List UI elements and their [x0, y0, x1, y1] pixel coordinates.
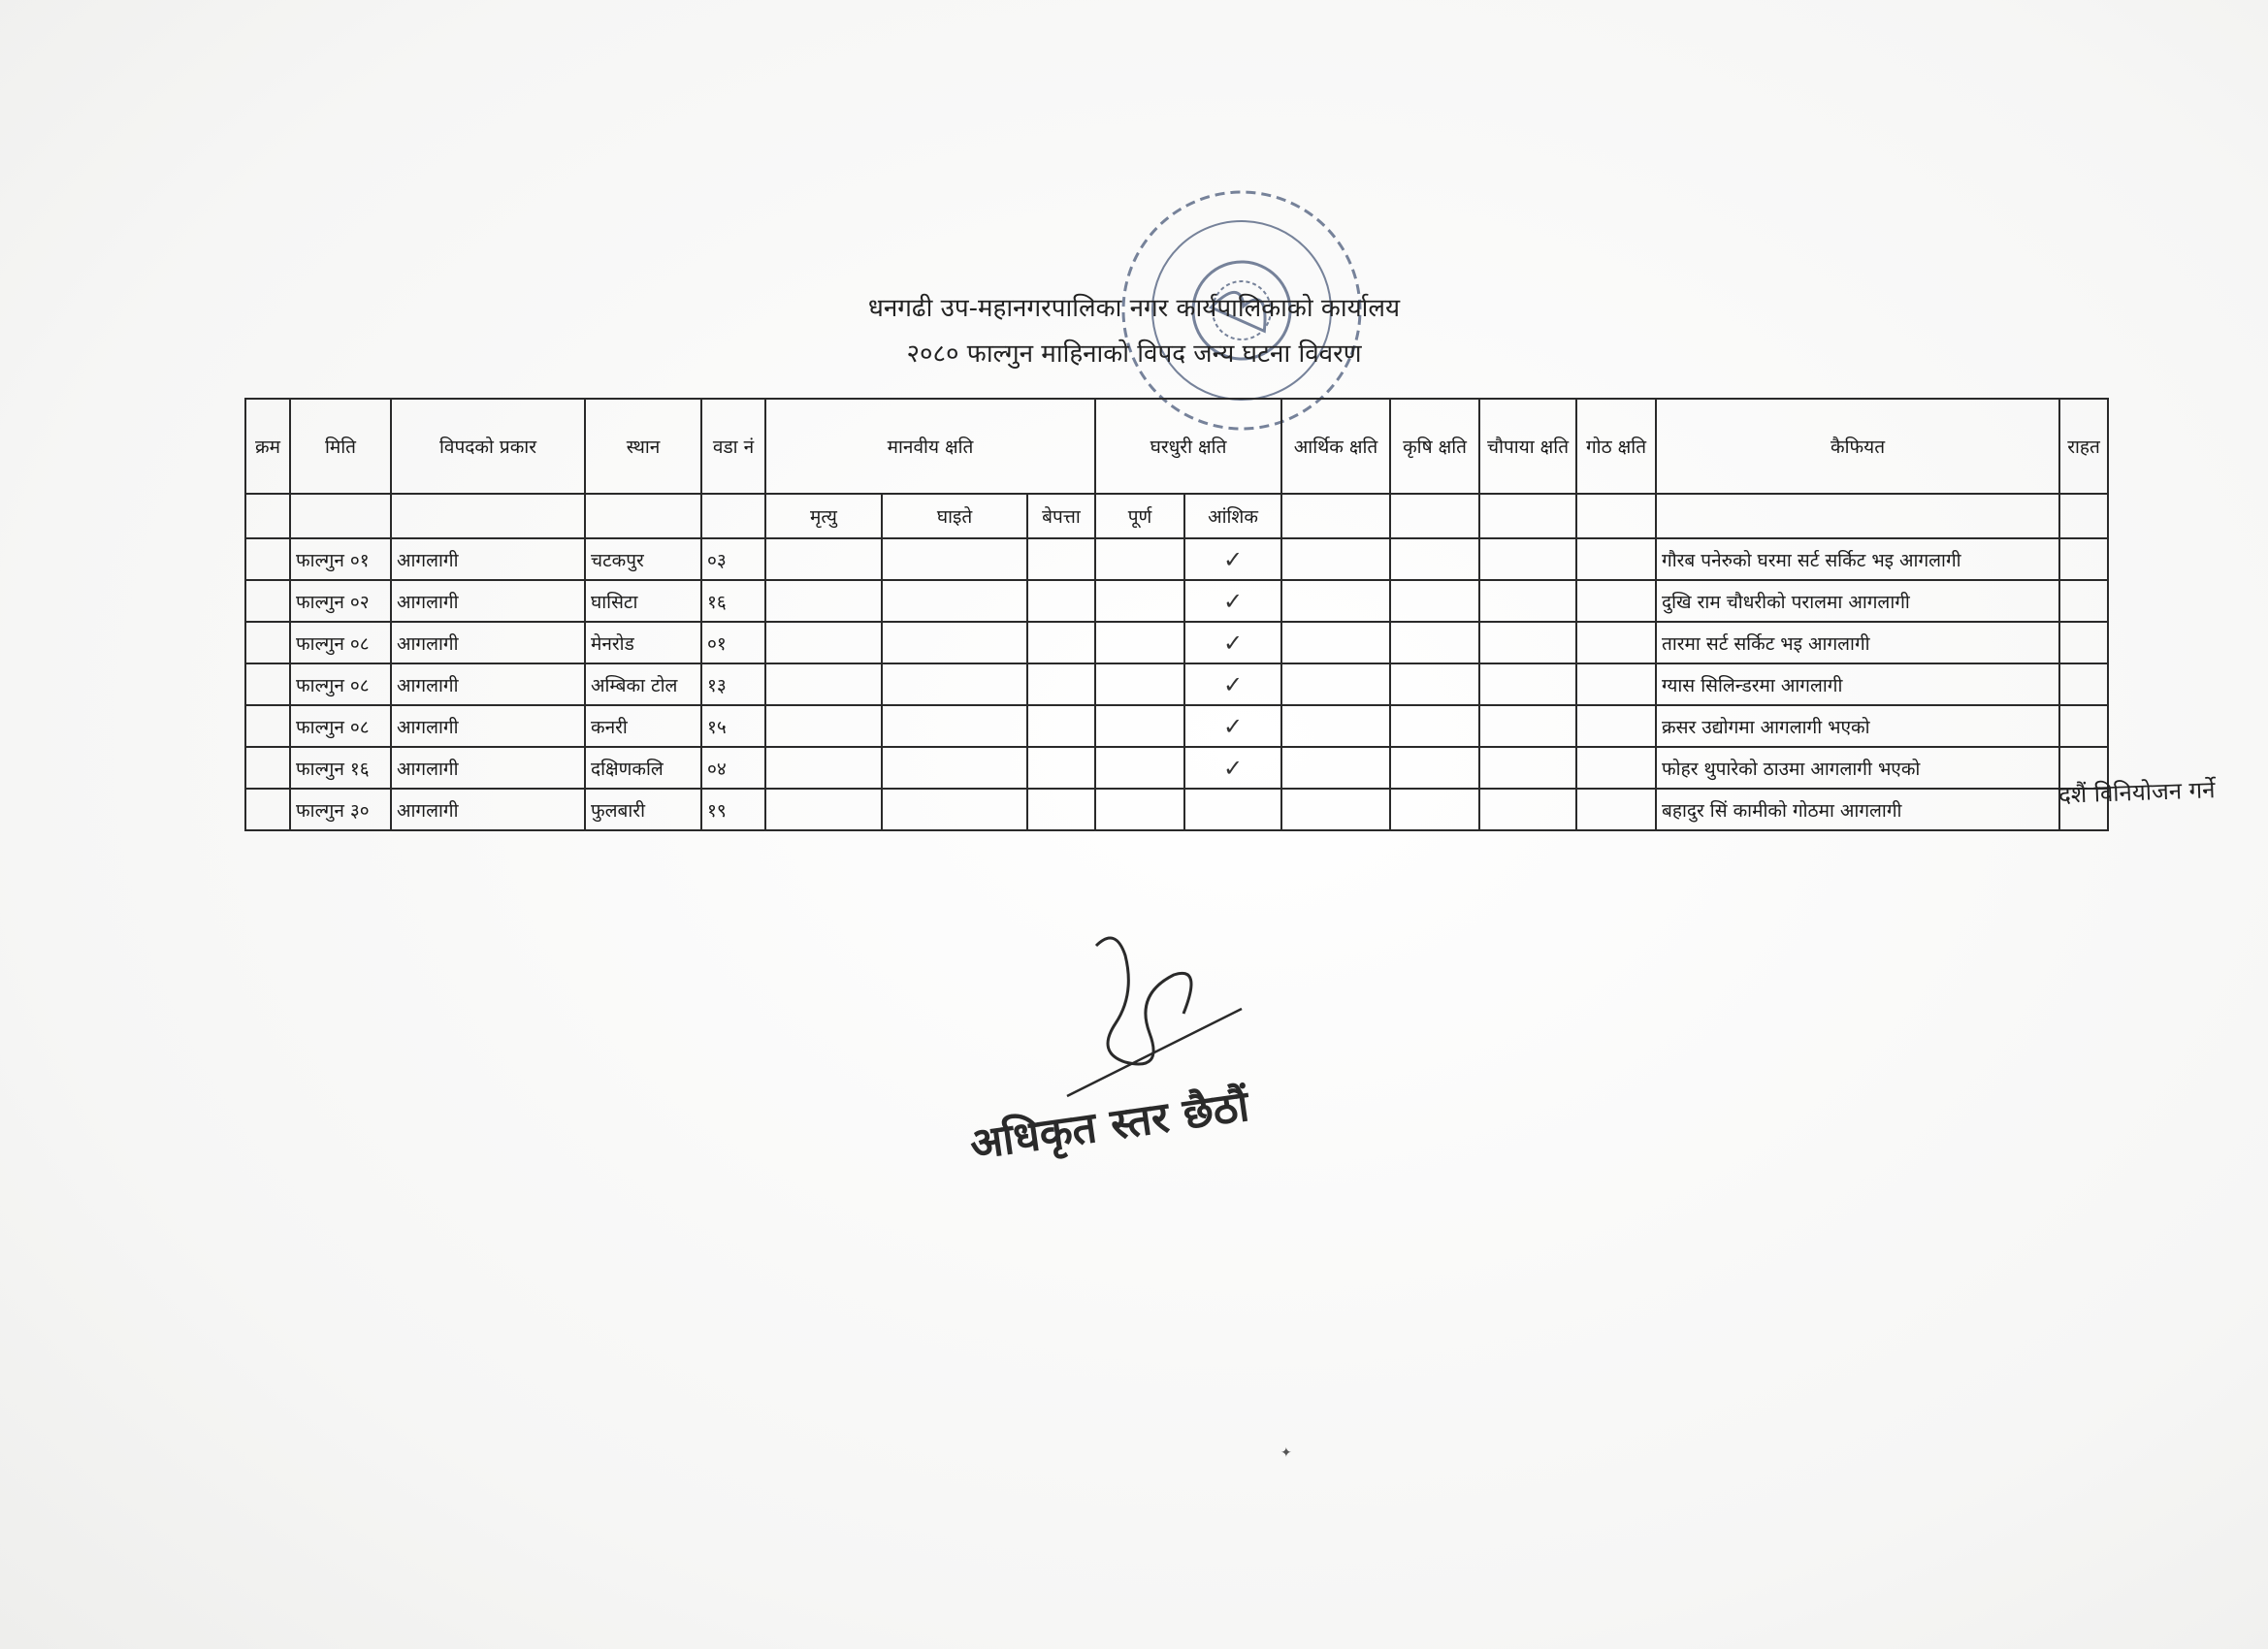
cell-date: फाल्गुन ०८	[290, 705, 391, 747]
cell-type: आगलागी	[391, 789, 585, 830]
cell-empty	[1479, 622, 1576, 663]
cell-partial	[1184, 789, 1281, 830]
table-body	[245, 538, 2108, 830]
cell-empty	[1390, 747, 1479, 789]
cell-empty	[2059, 622, 2108, 663]
cell-empty	[245, 580, 290, 622]
col-remarks: कैफियत	[1656, 399, 2059, 494]
table-row	[245, 747, 2108, 789]
cell-empty	[1390, 789, 1479, 830]
cell-remarks: गौरब पनेरुको घरमा सर्ट सर्किट भइ आगलागी	[1656, 538, 2059, 580]
cell-empty	[1479, 789, 1576, 830]
table-row	[245, 538, 2108, 580]
cell-empty	[882, 622, 1027, 663]
col-place: स्थान	[585, 399, 701, 494]
cell-place: फुलबारी	[585, 789, 701, 830]
table-row	[245, 705, 2108, 747]
cell-ward: ०१	[701, 622, 765, 663]
relief-note: दशैं विनियोजन गर्ने	[2057, 776, 2216, 809]
cell-empty	[245, 622, 290, 663]
table-row	[245, 789, 2108, 830]
cell-empty	[1027, 747, 1095, 789]
cell-empty	[765, 538, 882, 580]
cell-empty	[1095, 789, 1184, 830]
table-row	[245, 663, 2108, 705]
cell-date: फाल्गुन ०१	[290, 538, 391, 580]
table-row	[245, 580, 2108, 622]
cell-empty	[765, 747, 882, 789]
disaster-report-table	[244, 398, 2109, 831]
cell-remarks: तारमा सर्ट सर्किट भइ आगलागी	[1656, 622, 2059, 663]
cell-place: दक्षिणकलि	[585, 747, 701, 789]
cell-empty	[1027, 538, 1095, 580]
cell-remarks: क्रसर उद्योगमा आगलागी भएको	[1656, 705, 2059, 747]
cell-empty	[245, 538, 290, 580]
cell-date: फाल्गुन ०८	[290, 622, 391, 663]
cell-empty	[1390, 622, 1479, 663]
cell-remarks: बहादुर सिं कामीको गोठमा आगलागी	[1656, 789, 2059, 830]
cell-empty	[1281, 705, 1390, 747]
subcol-missing: बेपत्ता	[1027, 494, 1095, 538]
cell-ward: ०४	[701, 747, 765, 789]
col-serial: क्रम	[245, 399, 290, 494]
cell-empty	[1479, 663, 1576, 705]
cell-ward: १९	[701, 789, 765, 830]
cell-partial: ✓	[1184, 622, 1281, 663]
table-subheader-row	[245, 494, 2108, 538]
col-relief: राहत	[2059, 399, 2108, 494]
cell-empty	[882, 705, 1027, 747]
cell-type: आगलागी	[391, 580, 585, 622]
cell-empty	[1390, 580, 1479, 622]
cell-empty	[1027, 663, 1095, 705]
col-livestock-loss: चौपाया क्षति	[1479, 399, 1576, 494]
cell-empty	[882, 580, 1027, 622]
cell-type: आगलागी	[391, 538, 585, 580]
col-house-loss: घरधुरी क्षति	[1095, 399, 1281, 494]
cell-empty	[1479, 538, 1576, 580]
cell-empty	[1281, 622, 1390, 663]
cell-date: फाल्गुन ०८	[290, 663, 391, 705]
cell-remarks: दुखि राम चौधरीको परालमा आगलागी	[1656, 580, 2059, 622]
cell-empty	[1027, 789, 1095, 830]
cell-empty	[1095, 663, 1184, 705]
col-date: मिति	[290, 399, 391, 494]
cell-date: फाल्गुन ३०	[290, 789, 391, 830]
cell-empty	[245, 663, 290, 705]
cell-partial: ✓	[1184, 538, 1281, 580]
cell-empty	[1095, 705, 1184, 747]
cell-partial: ✓	[1184, 705, 1281, 747]
cell-empty	[765, 789, 882, 830]
cell-empty	[1479, 705, 1576, 747]
subcol-death: मृत्यु	[765, 494, 882, 538]
cell-remarks: फोहर थुपारेको ठाउमा आगलागी भएको	[1656, 747, 2059, 789]
col-human-loss: मानवीय क्षति	[765, 399, 1095, 494]
cell-empty	[1027, 580, 1095, 622]
cell-empty	[1095, 538, 1184, 580]
cell-empty	[1281, 663, 1390, 705]
subcol-injured: घाइते	[882, 494, 1027, 538]
cell-remarks: ग्यास सिलिन्डरमा आगलागी	[1656, 663, 2059, 705]
cell-place: अम्बिका टोल	[585, 663, 701, 705]
cell-ward: १५	[701, 705, 765, 747]
handwritten-signature	[1057, 917, 1310, 1101]
cell-type: आगलागी	[391, 622, 585, 663]
cell-type: आगलागी	[391, 663, 585, 705]
cell-empty	[2059, 663, 2108, 705]
subcol-partial: आंशिक	[1184, 494, 1281, 538]
cell-empty	[1576, 622, 1656, 663]
cell-partial: ✓	[1184, 580, 1281, 622]
cell-empty	[765, 705, 882, 747]
cell-empty	[1027, 622, 1095, 663]
cell-empty	[1095, 747, 1184, 789]
cell-empty	[1576, 538, 1656, 580]
cell-empty	[1390, 663, 1479, 705]
cell-empty	[245, 705, 290, 747]
col-economic-loss: आर्थिक क्षति	[1281, 399, 1390, 494]
cell-empty	[1281, 789, 1390, 830]
cell-ward: १३	[701, 663, 765, 705]
cell-empty	[1095, 580, 1184, 622]
office-title: धनगढी उप-महानगरपालिका नगर कार्यपालिकाको कार्यालय	[867, 294, 1401, 323]
cell-empty	[1576, 663, 1656, 705]
cell-place: घासिटा	[585, 580, 701, 622]
cell-place: कनरी	[585, 705, 701, 747]
cell-partial: ✓	[1184, 663, 1281, 705]
cell-empty	[1095, 622, 1184, 663]
cell-empty	[1479, 747, 1576, 789]
cell-empty	[1576, 705, 1656, 747]
cell-empty	[882, 747, 1027, 789]
cell-partial: ✓	[1184, 747, 1281, 789]
cell-empty	[245, 747, 290, 789]
cell-empty	[245, 789, 290, 830]
cell-ward: ०३	[701, 538, 765, 580]
cell-empty	[1390, 705, 1479, 747]
cell-type: आगलागी	[391, 705, 585, 747]
cell-empty	[1576, 747, 1656, 789]
cell-date: फाल्गुन १६	[290, 747, 391, 789]
ink-speck: ✦	[1280, 1445, 1292, 1461]
cell-empty	[882, 538, 1027, 580]
cell-empty	[2059, 538, 2108, 580]
cell-empty	[1479, 580, 1576, 622]
cell-empty	[1281, 538, 1390, 580]
cell-empty	[765, 622, 882, 663]
col-shed-loss: गोठ क्षति	[1576, 399, 1656, 494]
report-subtitle: २०८० फाल्गुन माहिनाको विपद जन्य घटना विवरण	[906, 340, 1362, 369]
col-ward: वडा नं	[701, 399, 765, 494]
cell-empty	[1390, 538, 1479, 580]
cell-place: चटकपुर	[585, 538, 701, 580]
cell-ward: १६	[701, 580, 765, 622]
cell-empty	[1281, 580, 1390, 622]
cell-type: आगलागी	[391, 747, 585, 789]
cell-empty	[1027, 705, 1095, 747]
cell-empty	[2059, 580, 2108, 622]
cell-empty	[1576, 789, 1656, 830]
cell-empty	[882, 789, 1027, 830]
cell-empty	[765, 663, 882, 705]
col-agri-loss: कृषि क्षति	[1390, 399, 1479, 494]
subcol-full: पूर्ण	[1095, 494, 1184, 538]
table-row	[245, 622, 2108, 663]
table-header-row	[245, 399, 2108, 494]
cell-empty	[882, 663, 1027, 705]
cell-empty	[1576, 580, 1656, 622]
cell-empty	[765, 580, 882, 622]
cell-empty	[1281, 747, 1390, 789]
officer-rank-title: अधिकृत स्तर छैठौं	[966, 1081, 1252, 1170]
cell-empty	[2059, 705, 2108, 747]
cell-date: फाल्गुन ०२	[290, 580, 391, 622]
col-disaster-type: विपदको प्रकार	[391, 399, 585, 494]
cell-place: मेनरोड	[585, 622, 701, 663]
